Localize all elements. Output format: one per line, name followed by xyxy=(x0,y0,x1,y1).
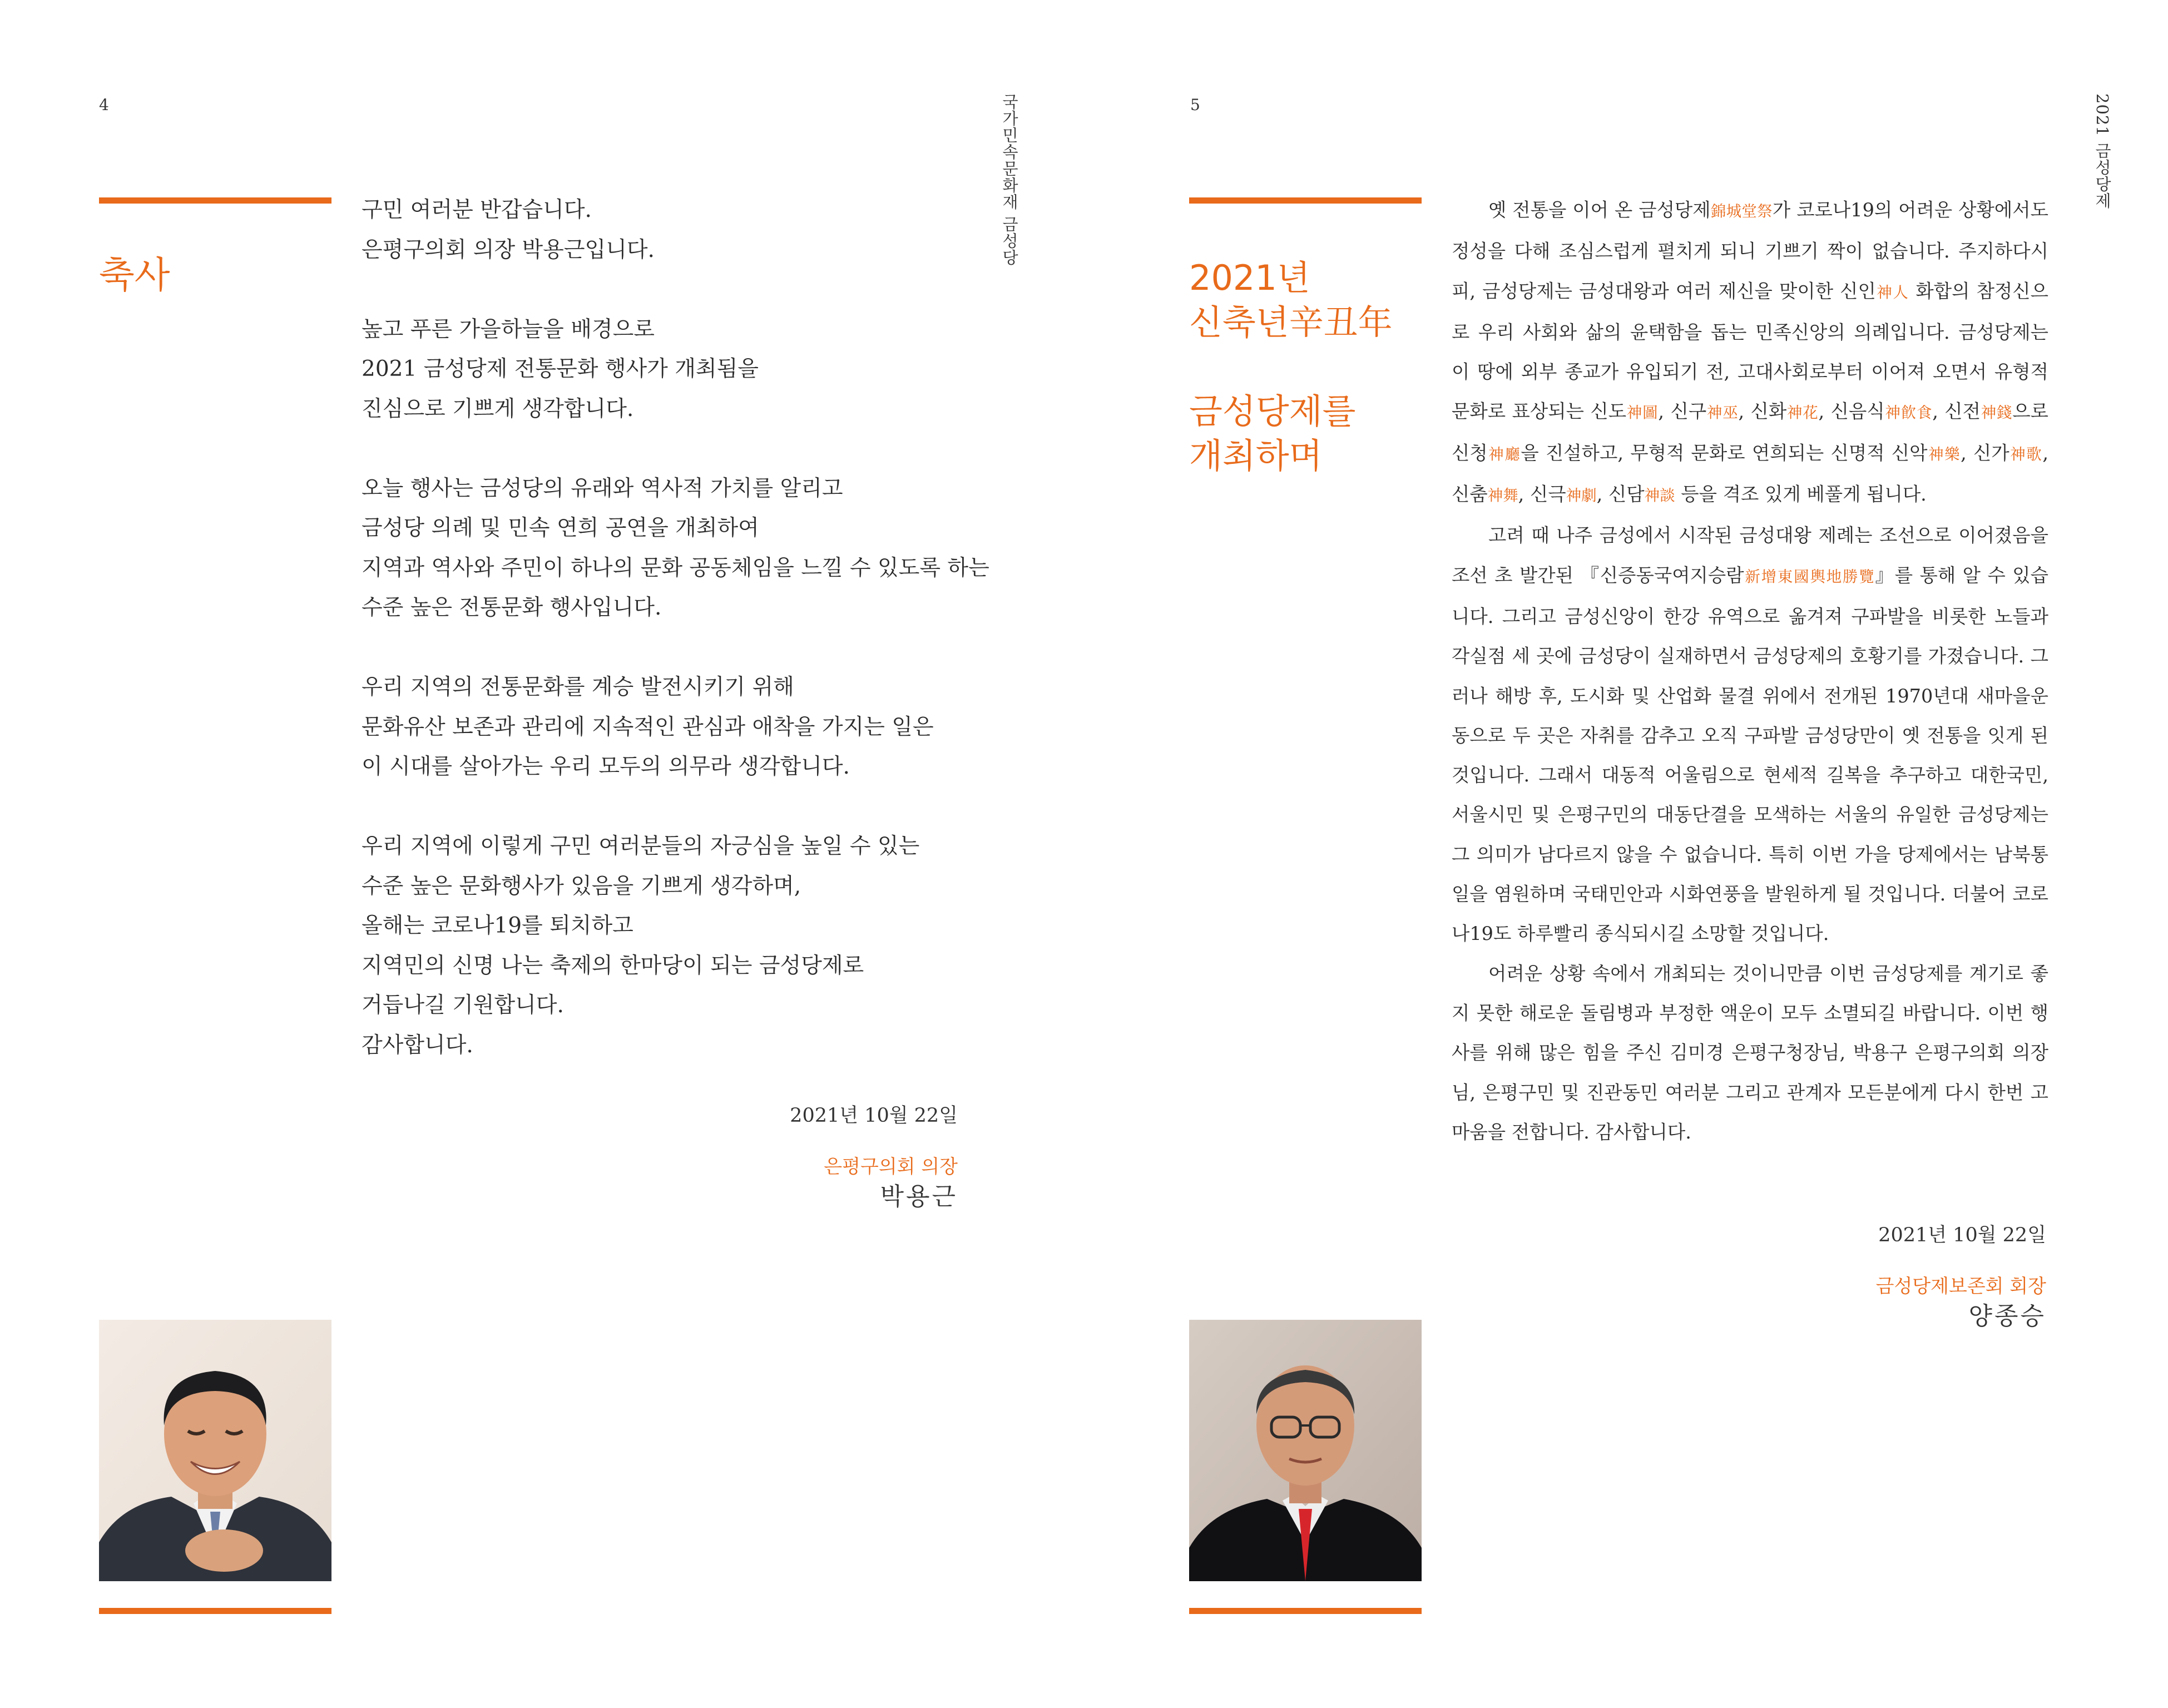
text-run: , 신음식 xyxy=(1818,400,1885,423)
greeting-line: 은평구의회 의장 박용근입니다. xyxy=(362,237,655,263)
portrait-man-smiling-icon xyxy=(99,1320,331,1581)
greeting-line: 거듭나길 기원합니다. xyxy=(362,993,564,1018)
address-body xyxy=(1452,190,2048,1152)
hanja-annotation: 神舞 xyxy=(1487,487,1518,505)
greeting-line: 오늘 행사는 금성당의 유래와 역사적 가치를 알리고 xyxy=(362,476,843,501)
top-rule-left xyxy=(99,197,331,204)
greeting-line: 문화유산 보존과 관리에 지속적인 관심과 애착을 가지는 일은 xyxy=(362,714,934,740)
address-paragraph xyxy=(1452,954,2048,1152)
hanja-annotation: 神花 xyxy=(1786,404,1819,422)
hanja-annotation: 神樂 xyxy=(1927,445,1961,463)
running-title-left: 국가민속문화재 금성당 xyxy=(1000,93,1019,266)
page-number-right: 5 xyxy=(1190,96,1200,114)
text-run: 가 코로나19의 어려운 상황에서도 정성을 다해 조심스럽게 펼치게 되니 기쁘기 짝이 없습니다. 주지하다시피, 금성당제는 금성대왕과 여러 제신을 맞이한 신인 xyxy=(1452,199,2048,302)
hanja-annotation: 神錢 xyxy=(1981,404,2013,422)
greeting-line: 지역과 역사와 주민이 하나의 문화 공동체임을 느낄 수 있도록 하는 xyxy=(362,555,989,581)
top-rule-right xyxy=(1189,197,1422,204)
title-line xyxy=(1189,345,1393,389)
paragraph-gap xyxy=(362,628,973,668)
text-run: 을 진설하고, 무형적 문화로 연희되는 신명적 신악 xyxy=(1521,442,1928,464)
page-title-left: 축사 xyxy=(99,254,170,296)
text-run: 화합의 참정신으로 우리 사회와 삶의 윤택함을 돕는 민족신앙의 의례입니다. 금성당제는 이 땅에 외부 종교가 유입되기 전, 고대사회로부터 이어져 오면서 유형적 문화로 표상되는 신도 xyxy=(1452,280,2049,423)
text-run: , 신춤 xyxy=(1452,442,2048,506)
text-run: , 신전 xyxy=(1932,400,1981,423)
paragraph-gap xyxy=(362,787,973,827)
text-run: 으로 신청 xyxy=(1452,400,2049,464)
bottom-rule-left xyxy=(99,1608,331,1614)
greeting-line: 우리 지역에 이렇게 구민 여러분들의 자긍심을 높일 수 있는 xyxy=(362,834,920,859)
greeting-line: 구민 여러분 반갑습니다. xyxy=(362,197,592,222)
greeting-line: 우리 지역의 전통문화를 계승 발전시키기 위해 xyxy=(362,675,794,700)
hanja-annotation: 新增東國輿地勝覽 xyxy=(1744,568,1875,586)
title-line: 개최하며 xyxy=(1189,435,1323,476)
running-title-right: 2021 금성당제 xyxy=(2093,93,2112,210)
hanja-annotation: 神廳 xyxy=(1487,445,1521,463)
text-run: , 신가 xyxy=(1961,442,2009,464)
signature-title-left: 은평구의회 의장 xyxy=(824,1156,958,1178)
text-run: , 신화 xyxy=(1738,400,1787,423)
page-title-right xyxy=(1189,256,1393,478)
text-run: 』를 통해 알 수 있습니다. 그리고 금성신앙이 한강 유역으로 옮겨져 구파발을 비롯한 노들과 각실점 세 곳에 금성당이 실재하면서 금성당제의 호황기를 가졌습니다. 그러나 해방 후, 도시화 및 산업화 물결 위에서 전개된 1970년대 새마을운동으로 두 곳은 자취를 감추고 오직 구파발 금성당만이 옛 전통을 잇게 된 것입니다. 그래서 대동적 어울림으로 현세적 길복을 추구하고 대한국민, 서울시민 및 은평구민의 대동단결을 모색하는 서울의 유일한 금성당제는 그 의미가 남다르지 않을 수 없습니다. 특히 이번 가을 당제에서는 남북통일을 염원하며 국태민안과 시화연풍을 발원하게 될 것입니다. 더불어 코로나19도 하루빨리 종식되시길 소망할 것입니다. xyxy=(1452,564,2048,945)
signature-date-left: 2021년 10월 22일 xyxy=(790,1105,958,1127)
greeting-line: 2021 금성당제 전통문화 행사가 개최됨을 xyxy=(362,357,759,382)
hanja-annotation: 神巫 xyxy=(1706,404,1739,422)
greeting-line: 수준 높은 문화행사가 있음을 기쁘게 생각하며, xyxy=(362,873,801,899)
title-line: 2021년 xyxy=(1189,258,1310,298)
page-number-left: 4 xyxy=(99,96,109,114)
title-line: 신축년辛丑年 xyxy=(1189,302,1393,343)
signature-date-right: 2021년 10월 22일 xyxy=(1878,1224,2046,1246)
signature-title-right: 금성당제보존회 회장 xyxy=(1875,1275,2046,1298)
greeting-line: 감사합니다. xyxy=(362,1032,473,1058)
signature-name-left: 박용근 xyxy=(880,1182,958,1211)
hanja-annotation: 神歌 xyxy=(2009,445,2043,463)
hanja-annotation: 神談 xyxy=(1644,487,1675,505)
title-line: 금성당제를 xyxy=(1189,391,1356,432)
portrait-photo-left xyxy=(99,1320,331,1581)
paragraph-gap xyxy=(362,270,973,310)
text-run: 어려운 상황 속에서 개최되는 것이니만큼 이번 금성당제를 계기로 좋지 못한 해로운 돌림병과 부정한 액운이 모두 소멸되길 바랍니다. 이번 행사를 위해 많은 힘을 주신 김미경 은평구청장님, 박용구 은평구의회 의장님, 은평구민 및 진관동민 여러분 그리고 관계자 모든분에게 다시 한번 고마움을 전합니다. 감사합니다. xyxy=(1452,962,2048,1143)
paragraph-gap xyxy=(362,429,973,469)
hanja-annotation: 錦城堂祭 xyxy=(1710,203,1773,220)
hanja-annotation: 神劇 xyxy=(1566,487,1597,505)
signature-right xyxy=(1876,1221,2046,1332)
greeting-line: 높고 푸른 가을하늘을 배경으로 xyxy=(362,316,655,342)
greeting-line: 금성당 의례 및 민속 연희 공연을 개최하여 xyxy=(362,516,759,541)
text-run: , 신극 xyxy=(1518,483,1566,506)
text-run: 고려 때 나주 금성에서 시작된 금성대왕 제례는 조선으로 이어졌음을 조선 초 발간된 『신증동국여지승람 xyxy=(1452,524,2048,586)
greeting-line: 올해는 코로나19를 퇴치하고 xyxy=(362,913,633,938)
hanja-annotation: 神人 xyxy=(1875,284,1909,301)
signature-name-right: 양종승 xyxy=(1968,1302,2046,1330)
greeting-line: 진심으로 기쁘게 생각합니다. xyxy=(362,396,634,422)
greeting-line: 수준 높은 전통문화 행사입니다. xyxy=(362,595,662,620)
address-paragraph xyxy=(1452,516,2048,953)
text-run: 등을 격조 있게 베풀게 됩니다. xyxy=(1675,483,1927,506)
greeting-body xyxy=(362,190,989,1065)
text-run: , 신구 xyxy=(1658,400,1707,423)
hanja-annotation: 神圖 xyxy=(1626,404,1659,422)
text-run: 옛 전통을 이어 온 금성당제 xyxy=(1488,199,1711,221)
address-paragraph xyxy=(1452,190,2048,516)
greeting-line: 이 시대를 살아가는 우리 모두의 의무라 생각합니다. xyxy=(362,754,850,779)
greeting-line: 지역민의 신명 나는 축제의 한마당이 되는 금성당제로 xyxy=(362,953,864,978)
portrait-photo-right xyxy=(1189,1320,1422,1581)
signature-left xyxy=(790,1101,958,1212)
hanja-annotation: 神飮食 xyxy=(1884,404,1933,422)
portrait-man-glasses-icon xyxy=(1189,1320,1422,1581)
bottom-rule-right xyxy=(1189,1608,1422,1614)
text-run: , 신담 xyxy=(1596,483,1645,506)
